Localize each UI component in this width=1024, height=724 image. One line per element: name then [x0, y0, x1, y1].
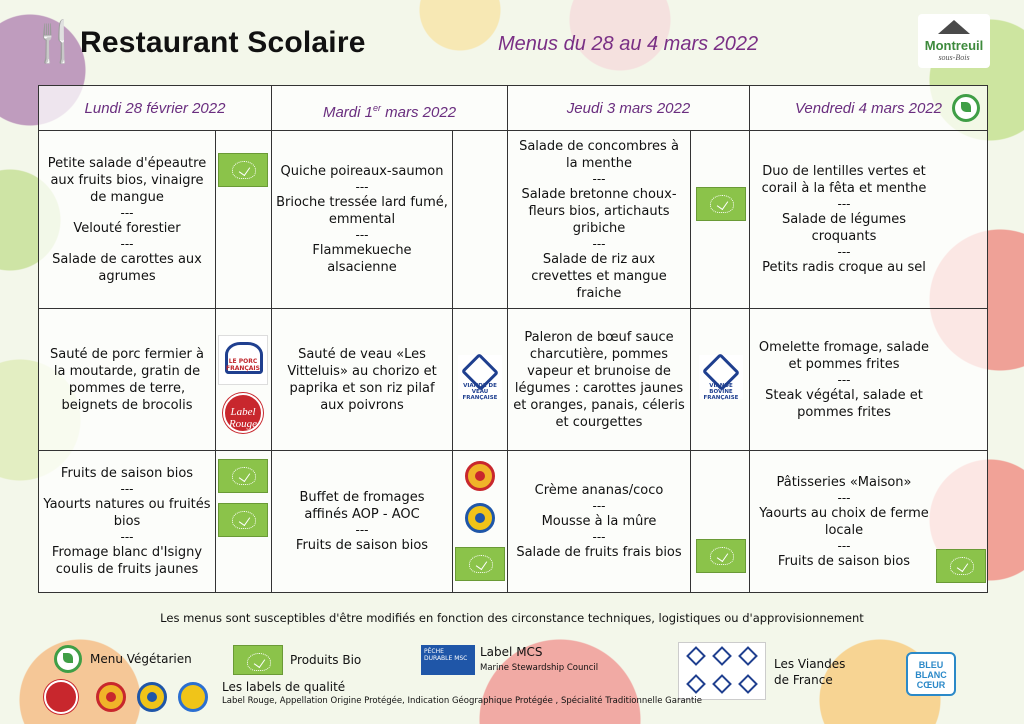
menu-item: Velouté forestier — [73, 220, 181, 236]
page-title: Restaurant Scolaire — [80, 26, 366, 59]
desserts-list — [750, 451, 938, 592]
menu-item: Crème ananas/coco — [534, 483, 664, 498]
day-header: Mardi 1er mars 2022 — [272, 86, 507, 131]
day-header: Jeudi 3 mars 2022 — [508, 86, 749, 131]
separator: --- — [355, 523, 369, 537]
menu-item: Fruits de saison bios — [295, 538, 429, 553]
day-column-tuesday — [271, 86, 507, 592]
starters-row — [750, 131, 987, 309]
label-column — [215, 451, 271, 592]
day-header: Lundi 28 février 2022 — [39, 86, 271, 131]
mains-row — [508, 309, 749, 451]
menu-table — [38, 85, 988, 593]
menu-item: Petits radis croque au sel — [762, 260, 926, 275]
menu-item: Brioche tressée lard fumé, emmental — [276, 195, 448, 227]
desserts-list — [272, 451, 452, 592]
stg-legend-icon — [178, 682, 208, 712]
menu-item: Salade bretonne choux-fleurs bios, artichauts gribiche — [521, 186, 677, 236]
label-column — [452, 309, 508, 450]
menu-item: Pâtisseries «Maison» — [776, 474, 912, 490]
menu-item: Salade de concombres à la menthe — [519, 138, 679, 171]
menu-item: Flammekueche alsacienne — [312, 243, 412, 275]
menu-item: Salade de riz aux crevettes et mangue fraiche — [531, 251, 667, 301]
separator: --- — [837, 538, 851, 553]
starters-row — [272, 131, 507, 309]
montreuil-logo — [918, 14, 990, 68]
mains-row — [39, 309, 271, 451]
bio-label-icon — [936, 549, 986, 583]
separator: --- — [592, 499, 606, 513]
label-column — [215, 131, 271, 308]
mains-row — [750, 309, 987, 451]
logo-sub: sous-Bois — [938, 53, 970, 62]
label-column — [690, 451, 750, 592]
menu-item: Yaourts au choix de ferme locale — [759, 505, 929, 538]
menu-item: Buffet de fromages affinés AOP - AOC — [299, 490, 425, 522]
starters-row — [508, 131, 749, 309]
menu-item: Paleron de bœuf sauce charcutière, pommes vapeur et brunoise de légumes : carottes jaunes et oranges, panais, céleris et courgettes — [513, 329, 685, 430]
msc-icon: PÊCHE DURABLE MSC — [421, 645, 475, 675]
separator: --- — [120, 236, 134, 251]
porc-francais-icon: LE PORC FRANÇAIS — [218, 335, 268, 385]
aop-legend-icon — [96, 682, 126, 712]
igp-legend-icon — [137, 682, 167, 712]
mains-list — [39, 309, 215, 450]
vegetarian-legend-icon — [54, 645, 82, 673]
day-column-monday — [39, 86, 271, 592]
separator: --- — [837, 245, 851, 259]
starters-list — [750, 131, 938, 308]
separator: --- — [837, 197, 851, 211]
disclaimer-note: Les menus sont susceptibles d'être modifiés en fonction des circonstance techniques, logistiques ou d'approvisionnement — [160, 611, 864, 625]
menu-item: Fruits de saison bios — [777, 553, 911, 569]
bio-legend-label: Produits Bio — [290, 653, 362, 667]
label-column — [690, 309, 750, 450]
desserts-row — [39, 451, 271, 592]
logo-name: Montreuil — [924, 38, 984, 53]
bio-label-icon — [696, 539, 746, 573]
bio-label-icon — [696, 187, 746, 221]
menu-item: Sauté de porc fermier à la moutarde, gratin de pommes de terre, beignets de brocolis — [49, 346, 205, 413]
menu-item: Petite salade d'épeautre aux fruits bios, vinaigre de mangue — [47, 155, 207, 205]
menu-item: Fromage blanc d'Isigny coulis de fruits jaunes — [51, 545, 203, 577]
mains-row — [272, 309, 507, 451]
separator: --- — [120, 482, 134, 496]
label-column — [690, 131, 750, 308]
desserts-row — [750, 451, 987, 592]
viandes-de-france-icon — [678, 642, 766, 700]
bio-legend-icon — [233, 645, 283, 675]
mains-list — [750, 309, 938, 450]
menu-item: Yaourts natures ou fruités bios — [43, 497, 211, 529]
separator: --- — [592, 530, 606, 544]
separator: --- — [355, 228, 369, 242]
bio-label-icon — [455, 547, 505, 581]
menu-item: Fruits de saison bios — [60, 466, 194, 481]
menu-item: Omelette fromage, salade et pommes frites — [758, 339, 930, 372]
desserts-list — [508, 451, 690, 592]
viandes-legend-2: de France — [774, 673, 833, 687]
label-column — [452, 131, 508, 308]
separator: --- — [592, 171, 606, 186]
menu-item: Sauté de veau «Les Vitteluis» au chorizo et paprika et son riz pilaf aux poivrons — [287, 346, 437, 413]
menu-item: Salade de légumes croquants — [781, 212, 907, 244]
menu-item: Mousse à la mûre — [541, 514, 657, 529]
menu-date-range: Menus du 28 au 4 mars 2022 — [498, 33, 759, 55]
msc-legend-sub: Marine Stewardship Council — [480, 663, 599, 673]
label-column — [452, 451, 508, 592]
aop-icon — [465, 461, 495, 491]
desserts-row — [508, 451, 749, 592]
starters-list — [508, 131, 690, 308]
day-column-friday — [749, 86, 987, 592]
quality-labels-title: Les labels de qualité — [222, 680, 346, 694]
msc-legend-title: Label MCS — [480, 645, 543, 659]
label-column — [215, 309, 271, 450]
menu-item: Salade de carottes aux agrumes — [52, 251, 202, 284]
separator: --- — [837, 372, 851, 387]
starters-list — [39, 131, 215, 308]
vegetarian-icon — [952, 94, 980, 122]
aop-blue-icon — [465, 503, 495, 533]
bio-label-icon — [218, 459, 268, 493]
viande-veau-icon: VIANDE DE VEAU FRANÇAISE — [458, 355, 502, 399]
separator: --- — [837, 490, 851, 505]
mains-list — [272, 309, 452, 450]
day-header: Vendredi 4 mars 2022 — [750, 86, 987, 131]
separator: --- — [592, 236, 606, 251]
roof-icon — [938, 20, 970, 34]
menu-item: Duo de lentilles vertes et corail à la fêta et menthe — [761, 164, 927, 196]
menu-item: Quiche poireaux-saumon — [280, 164, 444, 179]
menu-item: Steak végétal, salade et pommes frites — [765, 387, 923, 420]
separator: --- — [120, 205, 134, 220]
mains-list — [508, 309, 690, 450]
header — [0, 0, 1024, 80]
cutlery-icon: 🍴 — [30, 19, 80, 65]
viande-bovine-icon: VIANDE BOVINE FRANÇAISE — [699, 355, 743, 399]
starters-list — [272, 131, 452, 308]
label-rouge-legend-icon — [44, 680, 78, 714]
bleu-blanc-coeur-icon: BLEU BLANC CŒUR — [906, 652, 956, 696]
separator: --- — [120, 530, 134, 544]
desserts-list — [39, 451, 215, 592]
day-column-thursday — [507, 86, 749, 592]
separator: --- — [355, 180, 369, 194]
menu-item: Salade de fruits frais bios — [516, 545, 682, 560]
quality-labels-sub: Label Rouge, Appellation Origine Protégée, Indication Géographique Protégée , Spécialité Traditionnelle Garantie — [222, 696, 702, 706]
viandes-legend-1: Les Viandes — [774, 657, 846, 671]
vegetarian-legend-label: Menu Végétarien — [90, 652, 192, 666]
bio-label-icon — [218, 503, 268, 537]
label-rouge-icon: Label Rouge — [223, 393, 263, 433]
starters-row — [39, 131, 271, 309]
desserts-row — [272, 451, 507, 592]
bio-label-icon — [218, 153, 268, 187]
